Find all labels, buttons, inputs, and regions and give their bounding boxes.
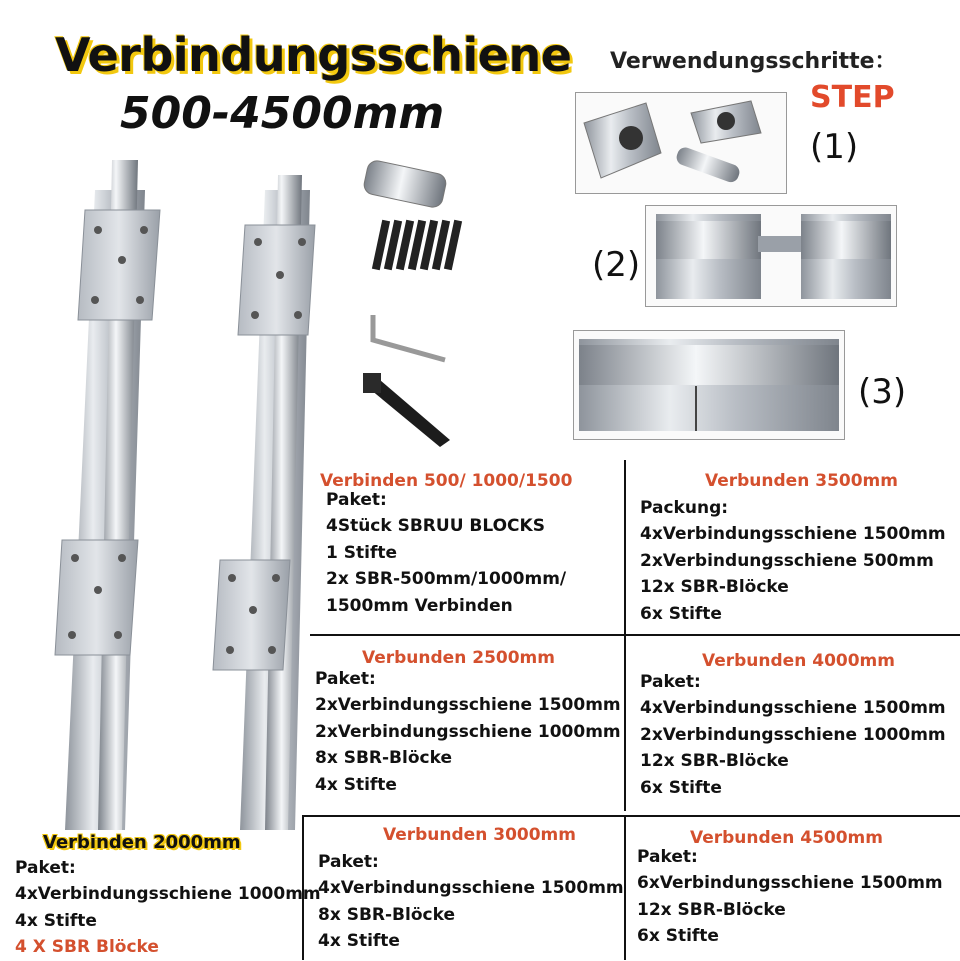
package-header: Verbinden 2000mm	[43, 832, 241, 853]
package-line: 8x SBR-Blöcke	[315, 748, 452, 768]
sbr-block-bottom-right	[213, 560, 290, 670]
package-header: Verbunden 4000mm	[702, 651, 895, 671]
divider	[310, 634, 960, 636]
package-line: Paket:	[637, 846, 698, 867]
package-line: 2xVerbindungsschiene 1500mm	[315, 695, 621, 715]
package-2500	[315, 645, 621, 798]
sbr-block-top-right	[238, 225, 315, 335]
hex-key-icon	[373, 315, 445, 360]
package-line: Paket:	[326, 489, 387, 510]
rail-product-image	[40, 150, 330, 830]
package-header: Verbinden 500/ 1000/1500	[320, 471, 573, 491]
sbr-block-bottom-left	[55, 540, 138, 655]
package-line: 4 X SBR Blöcke	[15, 937, 159, 957]
package-2000	[15, 830, 321, 961]
sbr-block-top-left	[78, 210, 160, 320]
package-header: Verbunden 2500mm	[362, 648, 555, 668]
package-line: 1500mm Verbinden	[326, 595, 513, 616]
divider	[624, 636, 626, 811]
package-line: Paket:	[640, 671, 701, 692]
package-500-1500	[320, 468, 572, 619]
package-line: 4x Stifte	[318, 931, 400, 951]
divider	[624, 460, 626, 635]
package-line: 6xVerbindungsschiene 1500mm	[637, 873, 943, 893]
linear-rail-right	[213, 175, 315, 830]
screws-icon	[372, 220, 462, 271]
package-line: 4xVerbindungsschiene 1500mm	[640, 524, 946, 544]
step-3-image	[573, 330, 845, 440]
package-line: 2xVerbindungsschiene 1000mm	[640, 724, 946, 745]
package-header: Verbunden 3000mm	[383, 825, 576, 845]
divider	[302, 815, 960, 817]
package-line: Packung:	[640, 497, 729, 518]
package-3000	[318, 822, 624, 955]
package-line: Paket:	[318, 851, 379, 872]
package-line: 2x SBR-500mm/1000mm/	[326, 569, 567, 589]
step-3-number: (3)	[858, 372, 907, 412]
package-line: Paket:	[315, 668, 376, 689]
usage-steps-title: Verwendungsschritte：	[610, 49, 897, 74]
package-3500	[640, 468, 946, 627]
step-2-image	[645, 205, 897, 307]
package-line: Paket:	[15, 857, 76, 878]
package-line: 6x Stifte	[640, 603, 722, 624]
package-header: Verbunden 3500mm	[705, 471, 898, 491]
package-line: 1 Stifte	[326, 542, 397, 563]
step-label: STEP	[810, 80, 895, 115]
divider	[624, 817, 626, 960]
package-line: 6x Stifte	[640, 777, 722, 798]
package-line: 12x SBR-Blöcke	[640, 577, 789, 597]
package-line: 4Stück SBRUU BLOCKS	[326, 516, 545, 536]
package-header: Verbunden 4500mm	[690, 828, 883, 848]
package-line: 12x SBR-Blöcke	[637, 899, 786, 920]
product-title: Verbindungsschiene	[55, 28, 572, 82]
package-line: 4xVerbindungsschiene 1500mm	[640, 698, 946, 718]
package-line: 4xVerbindungsschiene 1500mm	[318, 878, 624, 898]
package-line: 2xVerbindungsschiene 500mm	[640, 550, 934, 571]
package-line: 12x SBR-Blöcke	[640, 751, 789, 771]
package-line: 4x Stifte	[15, 910, 97, 931]
product-length-range: 500-4500mm	[120, 88, 445, 139]
linear-rail-left	[55, 160, 160, 830]
package-line: 8x SBR-Blöcke	[318, 904, 455, 925]
connector-pin-icon	[362, 159, 447, 209]
package-line: 4x Stifte	[315, 774, 397, 795]
package-line: 2xVerbindungsschiene 1000mm	[315, 721, 621, 742]
step-2-number: (2)	[592, 245, 641, 285]
package-line: 4xVerbindungsschiene 1000mm	[15, 884, 321, 904]
package-4000	[640, 648, 946, 801]
clamp-lever-icon	[363, 373, 450, 447]
package-4500	[637, 825, 943, 950]
package-line: 6x Stifte	[637, 926, 719, 946]
step-1-number: (1)	[810, 127, 859, 167]
step-1-image	[575, 92, 787, 194]
accessories-image	[355, 155, 465, 455]
